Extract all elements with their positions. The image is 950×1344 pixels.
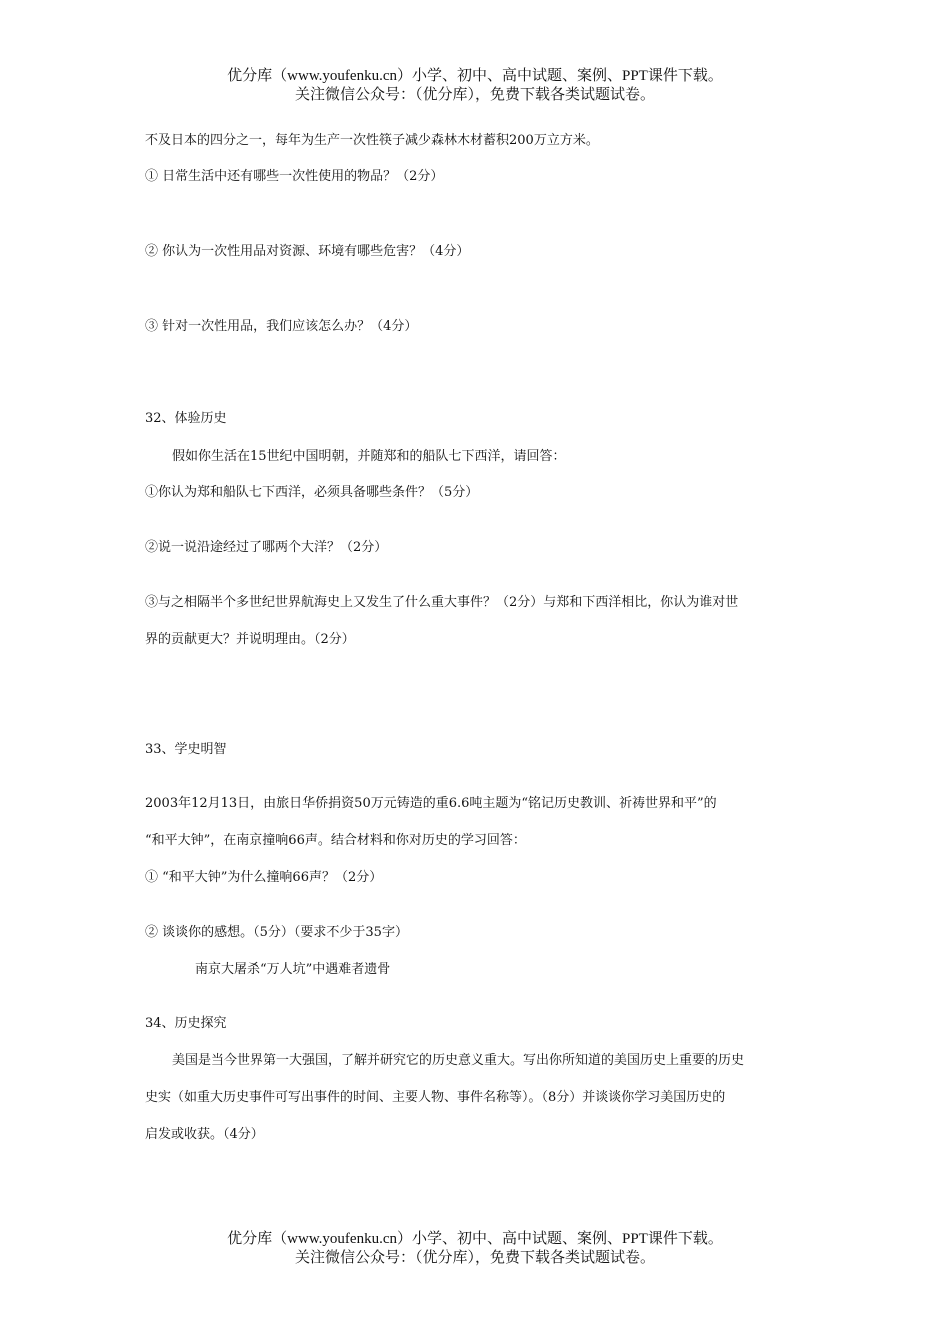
q32-item-3-cont: 界的贡献更大？并说明理由。（2分） bbox=[145, 632, 355, 647]
q33-lead-1: 2003年12月13日，由旅日华侨捐资50万元铸造的重6.6吨主题为“铭记历史教训、祈祷世界和平”的 bbox=[145, 796, 717, 811]
header-line-1: 优分库（www.youfenku.cn）小学、初中、高中试题、案例、PPT课件下载。 bbox=[227, 68, 723, 84]
q33-image-caption: 南京大屠杀“万人坑”中遇难者遗骨 bbox=[195, 962, 391, 977]
q33-title: 33、学史明智 bbox=[145, 742, 227, 757]
q32-title: 32、体验历史 bbox=[145, 411, 227, 426]
q34-line-1: 美国是当今世界第一大强国，了解并研究它的历史意义重大。写出你所知道的美国历史上重要的历史 bbox=[172, 1053, 745, 1068]
q32-item-2: ②说一说沿途经过了哪两个大洋？（2分） bbox=[145, 540, 388, 555]
intro-text: 不及日本的四分之一，每年为生产一次性筷子减少森林木材蓄积200万立方米。 bbox=[145, 133, 599, 148]
q31-item-3: ③ 针对一次性用品，我们应该怎么办？（4分） bbox=[145, 319, 418, 334]
q32-item-1: ①你认为郑和船队七下西洋，必须具备哪些条件？（5分） bbox=[145, 485, 479, 500]
footer-line-2: 关注微信公众号：（优分库），免费下载各类试题试卷。 bbox=[294, 1250, 655, 1266]
q34-line-3: 启发或收获。（4分） bbox=[145, 1127, 264, 1142]
header-line-2: 关注微信公众号：（优分库），免费下载各类试题试卷。 bbox=[294, 87, 655, 103]
q34-title: 34、历史探究 bbox=[145, 1016, 227, 1031]
q31-item-1: ① 日常生活中还有哪些一次性使用的物品？（2分） bbox=[145, 169, 444, 184]
q33-lead-2: “和平大钟”，在南京撞响66声。结合材料和你对历史的学习回答： bbox=[145, 833, 526, 848]
q33-item-1: ① “和平大钟”为什么撞响66声？（2分） bbox=[145, 870, 383, 885]
q32-item-3: ③与之相隔半个多世纪世界航海史上又发生了什么重大事件？（2分）与郑和下西洋相比，你认为谁对世 bbox=[145, 595, 739, 610]
footer-line-1: 优分库（www.youfenku.cn）小学、初中、高中试题、案例、PPT课件下载。 bbox=[227, 1231, 723, 1247]
q31-item-2: ② 你认为一次性用品对资源、环境有哪些危害？（4分） bbox=[145, 244, 470, 259]
q33-item-2: ② 谈谈你的感想。（5分）（要求不少于35字） bbox=[145, 925, 408, 940]
q32-lead: 假如你生活在15世纪中国明朝，并随郑和的船队七下西洋，请回答： bbox=[172, 449, 566, 464]
q34-line-2: 史实（如重大历史事件可写出事件的时间、主要人物、事件名称等）。（8分）并谈谈你学习美国历史的 bbox=[145, 1090, 726, 1105]
